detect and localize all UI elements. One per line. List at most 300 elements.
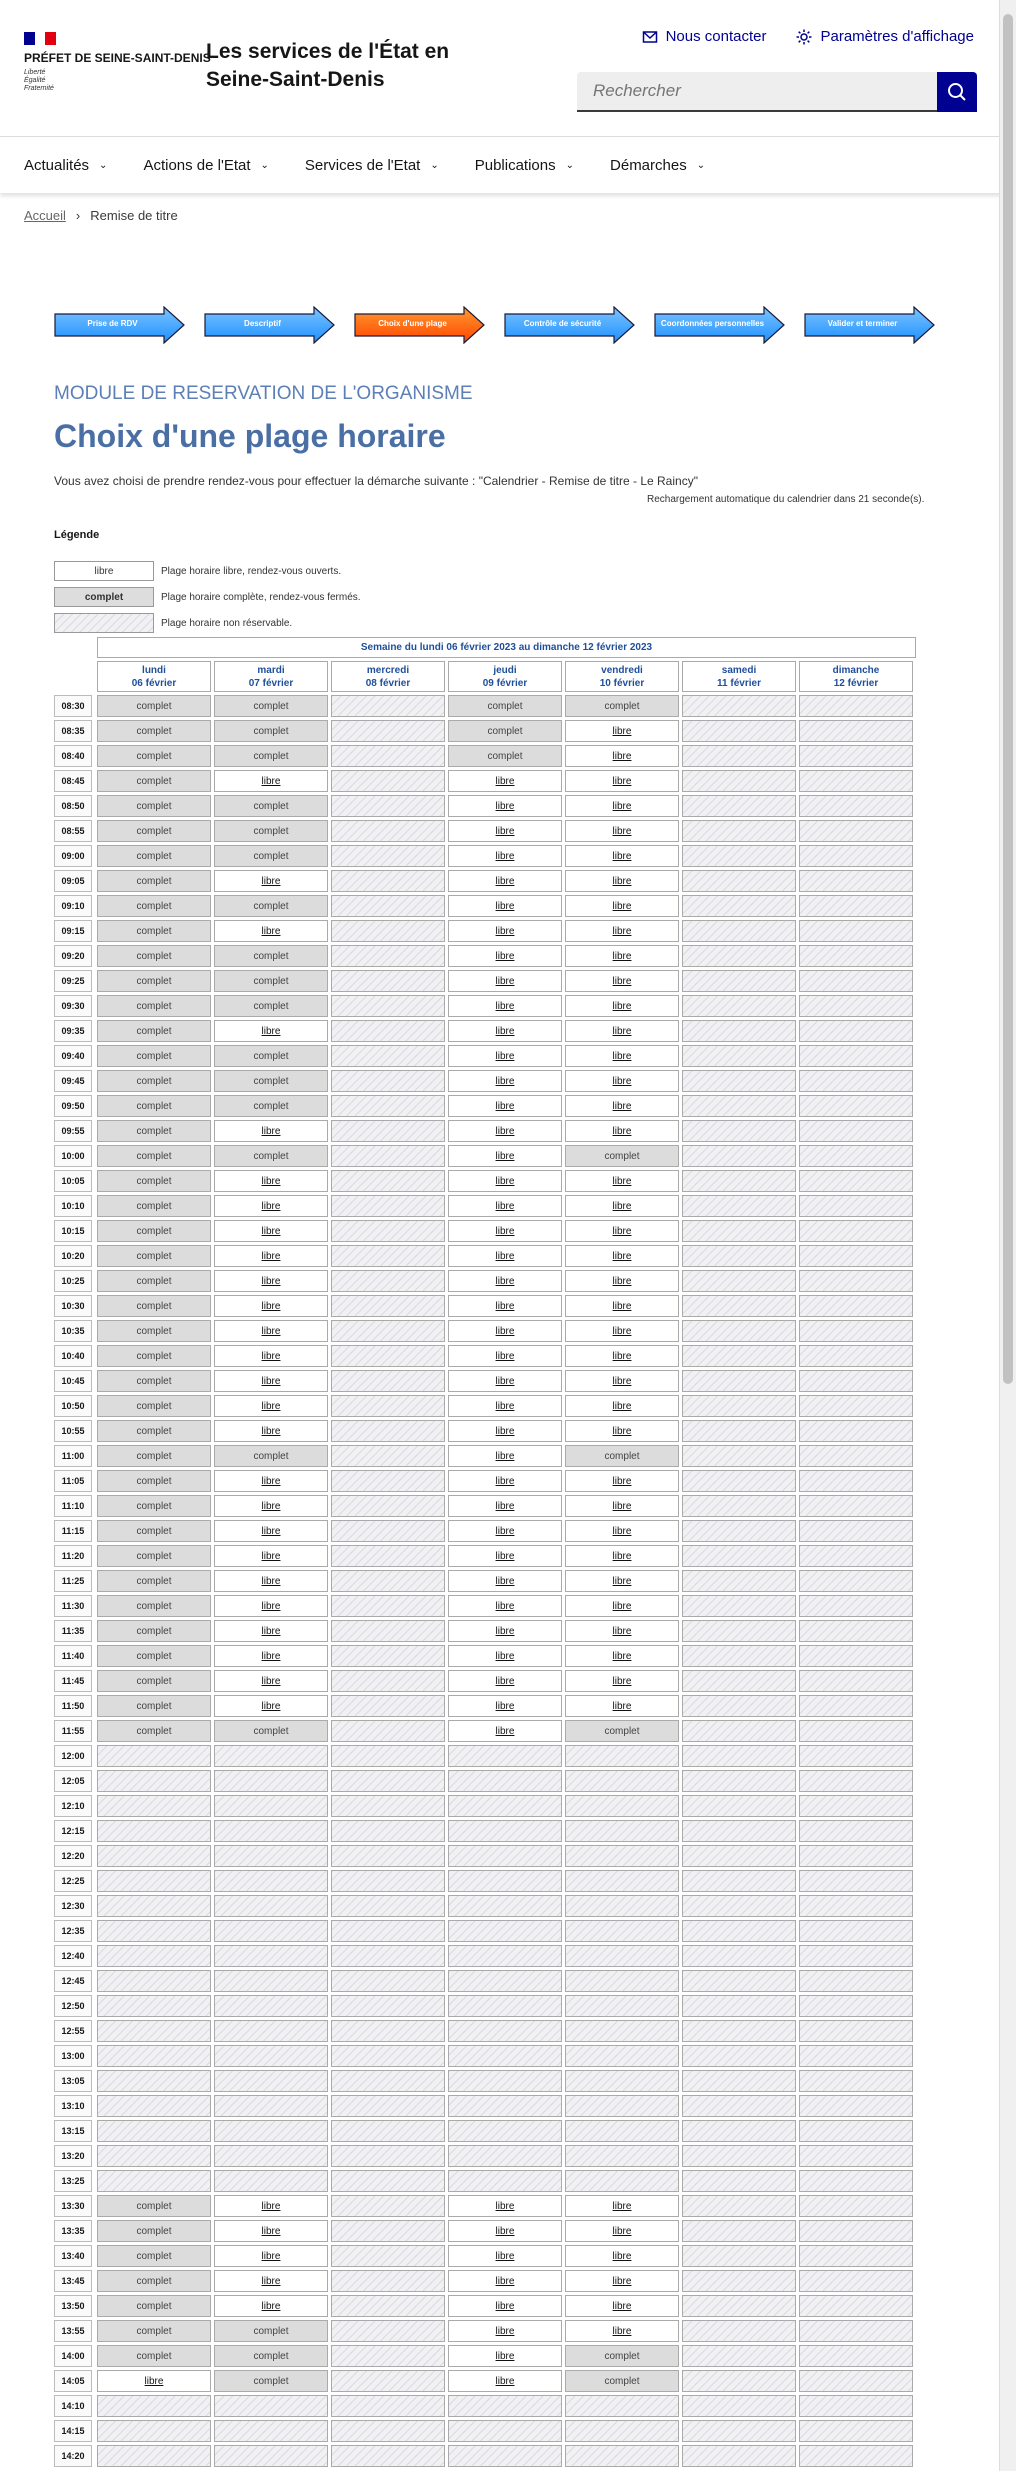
slot-unavailable bbox=[682, 1445, 796, 1467]
slot-complete: complet bbox=[565, 1145, 679, 1167]
slot-free-link[interactable]: libre bbox=[448, 1370, 562, 1392]
slot-free-link[interactable]: libre bbox=[565, 1695, 679, 1717]
time-label: 13:55 bbox=[54, 2320, 92, 2342]
slot-free-link[interactable]: libre bbox=[448, 1570, 562, 1592]
slot-complete: complet bbox=[97, 1470, 211, 1492]
slot-free-link[interactable]: libre bbox=[448, 1045, 562, 1067]
slot-unavailable bbox=[331, 1120, 445, 1142]
slot-unavailable bbox=[799, 1445, 913, 1467]
slot-unavailable bbox=[331, 1970, 445, 1992]
slot-free-link[interactable]: libre bbox=[448, 1220, 562, 1242]
slot-free-link[interactable]: libre bbox=[565, 1470, 679, 1492]
slot-free-link[interactable]: libre bbox=[214, 2220, 328, 2242]
slot-unavailable bbox=[682, 770, 796, 792]
slot-free-link[interactable]: libre bbox=[448, 1195, 562, 1217]
slot-unavailable bbox=[799, 1745, 913, 1767]
slot-free-link[interactable]: libre bbox=[565, 1595, 679, 1617]
slot-unavailable bbox=[331, 845, 445, 867]
slot-free-link[interactable]: libre bbox=[565, 1570, 679, 1592]
slot-unavailable bbox=[682, 820, 796, 842]
slot-free-link[interactable]: libre bbox=[448, 1295, 562, 1317]
slot-free-link[interactable]: libre bbox=[565, 1070, 679, 1092]
slot-free-link[interactable]: libre bbox=[565, 995, 679, 1017]
time-label: 11:35 bbox=[54, 1620, 92, 1642]
time-row bbox=[54, 1520, 916, 1542]
slot-unavailable bbox=[331, 2095, 445, 2117]
slot-unavailable bbox=[214, 1870, 328, 1892]
slot-unavailable bbox=[565, 1970, 679, 1992]
slot-complete: complet bbox=[97, 1320, 211, 1342]
slot-free-link[interactable]: libre bbox=[448, 820, 562, 842]
slot-unavailable bbox=[799, 2395, 913, 2417]
slot-unavailable bbox=[331, 1270, 445, 1292]
slot-free-link[interactable]: libre bbox=[565, 795, 679, 817]
time-label: 14:15 bbox=[54, 2420, 92, 2442]
slot-unavailable bbox=[799, 1070, 913, 1092]
slot-free-link[interactable]: libre bbox=[565, 1220, 679, 1242]
slot-unavailable bbox=[682, 1520, 796, 1542]
slot-unavailable bbox=[331, 1395, 445, 1417]
slot-unavailable bbox=[682, 1070, 796, 1092]
slot-unavailable bbox=[682, 1995, 796, 2017]
slot-unavailable bbox=[565, 2095, 679, 2117]
time-row bbox=[54, 995, 916, 1017]
slot-free-link[interactable]: libre bbox=[214, 1395, 328, 1417]
time-label: 09:25 bbox=[54, 970, 92, 992]
slot-free-link[interactable]: libre bbox=[214, 1195, 328, 1217]
time-row bbox=[54, 1720, 916, 1742]
slot-unavailable bbox=[799, 2095, 913, 2117]
slot-free-link[interactable]: libre bbox=[448, 2320, 562, 2342]
slot-free-link[interactable]: libre bbox=[448, 2195, 562, 2217]
slot-unavailable bbox=[331, 2395, 445, 2417]
slot-free-link[interactable]: libre bbox=[565, 1170, 679, 1192]
slot-free-link[interactable]: libre bbox=[214, 1270, 328, 1292]
slot-free-link[interactable]: libre bbox=[448, 1545, 562, 1567]
time-row bbox=[54, 1345, 916, 1367]
slot-unavailable bbox=[331, 2420, 445, 2442]
slot-unavailable bbox=[682, 895, 796, 917]
time-row bbox=[54, 1845, 916, 1867]
slot-unavailable bbox=[331, 2195, 445, 2217]
slot-free-link[interactable]: libre bbox=[448, 1070, 562, 1092]
slot-free-link[interactable]: libre bbox=[565, 1495, 679, 1517]
slot-free-link[interactable]: libre bbox=[214, 2295, 328, 2317]
slot-free-link[interactable]: libre bbox=[448, 1470, 562, 1492]
slot-unavailable bbox=[799, 2120, 913, 2142]
slot-free-link[interactable]: libre bbox=[448, 1670, 562, 1692]
slot-unavailable bbox=[682, 1170, 796, 1192]
slot-free-link[interactable]: libre bbox=[565, 1370, 679, 1392]
time-row bbox=[54, 1645, 916, 1667]
time-row bbox=[54, 1095, 916, 1117]
slot-free-link[interactable]: libre bbox=[565, 1520, 679, 1542]
slot-unavailable bbox=[331, 2295, 445, 2317]
slot-unavailable bbox=[97, 2020, 211, 2042]
slot-free-link[interactable]: libre bbox=[565, 1095, 679, 1117]
motto: Liberté Égalité Fraternité bbox=[24, 69, 54, 92]
slot-unavailable bbox=[799, 1270, 913, 1292]
slot-free-link[interactable]: libre bbox=[448, 2345, 562, 2367]
slot-unavailable bbox=[331, 1645, 445, 1667]
slot-free-link[interactable]: libre bbox=[214, 870, 328, 892]
time-label: 14:05 bbox=[54, 2370, 92, 2392]
slot-free-link[interactable]: libre bbox=[448, 1645, 562, 1667]
slot-free-link[interactable]: libre bbox=[448, 795, 562, 817]
step-label: Prise de RDV bbox=[87, 319, 138, 328]
slot-unavailable bbox=[331, 1995, 445, 2017]
slot-unavailable bbox=[799, 1995, 913, 2017]
time-row bbox=[54, 2395, 916, 2417]
slot-complete: complet bbox=[97, 2345, 211, 2367]
slot-unavailable bbox=[448, 1820, 562, 1842]
search-input[interactable] bbox=[577, 72, 937, 112]
time-label: 11:30 bbox=[54, 1595, 92, 1617]
time-label: 10:40 bbox=[54, 1345, 92, 1367]
slot-free-link[interactable]: libre bbox=[565, 895, 679, 917]
legend-full-swatch: complet bbox=[54, 587, 154, 607]
slot-complete: complet bbox=[97, 820, 211, 842]
slot-free-link[interactable]: libre bbox=[565, 1245, 679, 1267]
search-button[interactable] bbox=[937, 72, 977, 112]
nav-item-actualites[interactable]: Actualités ⌄ bbox=[24, 156, 108, 174]
slot-unavailable bbox=[97, 2170, 211, 2192]
slot-free-link[interactable]: libre bbox=[565, 1420, 679, 1442]
slot-unavailable bbox=[799, 995, 913, 1017]
slot-unavailable bbox=[799, 2345, 913, 2367]
slot-free-link[interactable]: libre bbox=[448, 1520, 562, 1542]
nav-item-demarches[interactable]: Démarches ⌄ bbox=[610, 156, 706, 174]
slot-free-link[interactable]: libre bbox=[214, 1545, 328, 1567]
calendar-rows bbox=[54, 695, 916, 2467]
slot-free-link[interactable]: libre bbox=[448, 1620, 562, 1642]
slot-free-link[interactable]: libre bbox=[448, 1445, 562, 1467]
slot-free-link[interactable]: libre bbox=[214, 1245, 328, 1267]
slot-unavailable bbox=[565, 1770, 679, 1792]
contact-link[interactable] bbox=[642, 28, 767, 45]
slot-free-link[interactable]: libre bbox=[448, 1320, 562, 1342]
slot-free-link[interactable]: libre bbox=[565, 2270, 679, 2292]
slot-free-link[interactable]: libre bbox=[214, 2195, 328, 2217]
slot-free-link[interactable]: libre bbox=[448, 1695, 562, 1717]
slot-complete: complet bbox=[97, 1545, 211, 1567]
time-label: 13:20 bbox=[54, 2145, 92, 2167]
time-row bbox=[54, 1820, 916, 1842]
step-label: Descriptif bbox=[244, 319, 281, 328]
slot-unavailable bbox=[331, 945, 445, 967]
slot-free-link[interactable]: libre bbox=[448, 995, 562, 1017]
slot-free-link[interactable]: libre bbox=[448, 2270, 562, 2292]
nav-item-publications[interactable]: Publications ⌄ bbox=[474, 156, 575, 174]
nav-item-services[interactable]: Services de l'Etat ⌄ bbox=[304, 156, 439, 174]
slot-unavailable bbox=[448, 1845, 562, 1867]
display-settings-link[interactable] bbox=[796, 28, 974, 45]
slot-unavailable bbox=[331, 2270, 445, 2292]
slot-free-link[interactable]: libre bbox=[214, 920, 328, 942]
slot-free-link[interactable]: libre bbox=[214, 1020, 328, 1042]
slot-unavailable bbox=[799, 1295, 913, 1317]
slot-free-link[interactable]: libre bbox=[565, 1345, 679, 1367]
slot-free-link[interactable]: libre bbox=[214, 2245, 328, 2267]
slot-free-link[interactable]: libre bbox=[448, 1095, 562, 1117]
slot-free-link[interactable]: libre bbox=[448, 1395, 562, 1417]
slot-free-link[interactable]: libre bbox=[565, 870, 679, 892]
slot-free-link[interactable]: libre bbox=[448, 1270, 562, 1292]
slot-free-link[interactable]: libre bbox=[214, 1570, 328, 1592]
slot-free-link[interactable]: libre bbox=[565, 1270, 679, 1292]
prefet-logo[interactable] bbox=[24, 32, 211, 93]
slot-unavailable bbox=[331, 1920, 445, 1942]
slot-complete: complet bbox=[97, 1570, 211, 1592]
slot-complete: complet bbox=[565, 1720, 679, 1742]
nav-item-actions[interactable]: Actions de l'Etat ⌄ bbox=[143, 156, 269, 174]
slot-unavailable bbox=[565, 1920, 679, 1942]
slot-free-link[interactable]: libre bbox=[448, 1495, 562, 1517]
slot-free-link[interactable]: libre bbox=[214, 1620, 328, 1642]
slot-complete: complet bbox=[214, 845, 328, 867]
slot-free-link[interactable]: libre bbox=[448, 1720, 562, 1742]
page-scrollbar[interactable] bbox=[999, 0, 1016, 2471]
slot-free-link[interactable]: libre bbox=[565, 1545, 679, 1567]
slot-free-link[interactable]: libre bbox=[214, 1470, 328, 1492]
slot-unavailable bbox=[331, 1345, 445, 1367]
slot-free-link[interactable]: libre bbox=[448, 895, 562, 917]
slot-free-link[interactable]: libre bbox=[448, 1170, 562, 1192]
slot-unavailable bbox=[331, 2345, 445, 2367]
slot-complete: complet bbox=[97, 1295, 211, 1317]
slot-unavailable bbox=[331, 1070, 445, 1092]
slot-complete: complet bbox=[97, 695, 211, 717]
slot-unavailable bbox=[799, 1870, 913, 1892]
slot-free-link[interactable]: libre bbox=[565, 1395, 679, 1417]
slot-complete: complet bbox=[97, 920, 211, 942]
slot-free-link[interactable]: libre bbox=[448, 2245, 562, 2267]
slot-unavailable bbox=[448, 2070, 562, 2092]
slot-unavailable bbox=[331, 820, 445, 842]
slot-unavailable bbox=[799, 695, 913, 717]
day-header: mardi 07 février bbox=[214, 661, 328, 692]
time-label: 11:55 bbox=[54, 1720, 92, 1742]
slot-free-link[interactable]: libre bbox=[565, 1020, 679, 1042]
slot-complete: complet bbox=[97, 1695, 211, 1717]
slot-unavailable bbox=[331, 1895, 445, 1917]
slot-free-link[interactable]: libre bbox=[565, 970, 679, 992]
slot-free-link[interactable]: libre bbox=[565, 1645, 679, 1667]
slot-free-link[interactable]: libre bbox=[448, 845, 562, 867]
time-row bbox=[54, 1870, 916, 1892]
slot-free-link[interactable]: libre bbox=[565, 1320, 679, 1342]
slot-unavailable bbox=[97, 2445, 211, 2467]
slot-unavailable bbox=[799, 2195, 913, 2217]
slot-complete: complet bbox=[97, 1520, 211, 1542]
slot-free-link[interactable]: libre bbox=[448, 1145, 562, 1167]
time-label: 11:20 bbox=[54, 1545, 92, 1567]
slot-unavailable bbox=[214, 2070, 328, 2092]
slot-free-link[interactable]: libre bbox=[214, 1520, 328, 1542]
reload-countdown: Rechargement automatique du calendrier dans 21 seconde(s). bbox=[647, 494, 925, 505]
slot-unavailable bbox=[682, 2120, 796, 2142]
legend-free-swatch: libre bbox=[54, 561, 154, 581]
time-row bbox=[54, 2145, 916, 2167]
slot-unavailable bbox=[682, 1020, 796, 1042]
slot-free-link[interactable]: libre bbox=[448, 1595, 562, 1617]
time-label: 08:55 bbox=[54, 820, 92, 842]
time-label: 09:20 bbox=[54, 945, 92, 967]
slot-free-link[interactable]: libre bbox=[565, 770, 679, 792]
slot-unavailable bbox=[331, 2320, 445, 2342]
time-label: 13:35 bbox=[54, 2220, 92, 2242]
slot-free-link[interactable]: libre bbox=[565, 2220, 679, 2242]
slot-complete: complet bbox=[97, 1245, 211, 1267]
breadcrumb bbox=[24, 208, 178, 223]
slot-unavailable bbox=[448, 2045, 562, 2067]
slot-free-link[interactable]: libre bbox=[214, 1320, 328, 1342]
slot-unavailable bbox=[214, 1845, 328, 1867]
slot-free-link[interactable]: libre bbox=[448, 1120, 562, 1142]
legend-na-swatch bbox=[54, 613, 154, 633]
slot-free-link[interactable]: libre bbox=[565, 845, 679, 867]
slot-free-link[interactable]: libre bbox=[565, 1620, 679, 1642]
day-header: dimanche 12 février bbox=[799, 661, 913, 692]
slot-unavailable bbox=[682, 1470, 796, 1492]
slot-unavailable bbox=[331, 1820, 445, 1842]
slot-unavailable bbox=[799, 1120, 913, 1142]
time-label: 14:20 bbox=[54, 2445, 92, 2467]
slot-unavailable bbox=[682, 2070, 796, 2092]
slot-free-link[interactable]: libre bbox=[448, 870, 562, 892]
slot-unavailable bbox=[799, 745, 913, 767]
slot-unavailable bbox=[97, 1920, 211, 1942]
slot-unavailable bbox=[682, 1495, 796, 1517]
slot-free-link[interactable]: libre bbox=[214, 1670, 328, 1692]
time-row bbox=[54, 820, 916, 842]
slot-free-link[interactable]: libre bbox=[565, 820, 679, 842]
slot-unavailable bbox=[448, 2420, 562, 2442]
slot-free-link[interactable]: libre bbox=[565, 945, 679, 967]
scrollbar-thumb[interactable] bbox=[1003, 14, 1013, 1384]
slot-free-link[interactable]: libre bbox=[448, 1345, 562, 1367]
slot-unavailable bbox=[97, 1745, 211, 1767]
slot-free-link[interactable]: libre bbox=[448, 1420, 562, 1442]
slot-unavailable bbox=[682, 1970, 796, 1992]
time-row bbox=[54, 1195, 916, 1217]
time-row bbox=[54, 795, 916, 817]
time-label: 09:05 bbox=[54, 870, 92, 892]
slot-free-link[interactable]: libre bbox=[214, 1295, 328, 1317]
slot-free-link[interactable]: libre bbox=[448, 2220, 562, 2242]
slot-unavailable bbox=[799, 1095, 913, 1117]
intro-text: Vous avez choisi de prendre rendez-vous pour effectuer la démarche suivante : "Calendrier - Remise de titre - Le Raincy" bbox=[54, 474, 698, 488]
time-row bbox=[54, 2195, 916, 2217]
slot-complete: complet bbox=[97, 1645, 211, 1667]
time-label: 10:25 bbox=[54, 1270, 92, 1292]
slot-free-link[interactable]: libre bbox=[214, 1370, 328, 1392]
slot-free-link[interactable]: libre bbox=[565, 1120, 679, 1142]
slot-free-link[interactable]: libre bbox=[214, 770, 328, 792]
time-label: 09:00 bbox=[54, 845, 92, 867]
slot-unavailable bbox=[448, 2170, 562, 2192]
slot-free-link[interactable]: libre bbox=[448, 970, 562, 992]
slot-unavailable bbox=[682, 1595, 796, 1617]
slot-free-link[interactable]: libre bbox=[97, 2370, 211, 2392]
slot-unavailable bbox=[448, 2395, 562, 2417]
slot-free-link[interactable]: libre bbox=[565, 720, 679, 742]
slot-free-link[interactable]: libre bbox=[565, 745, 679, 767]
slot-free-link[interactable]: libre bbox=[448, 770, 562, 792]
slot-unavailable bbox=[799, 1670, 913, 1692]
slot-free-link[interactable]: libre bbox=[565, 920, 679, 942]
slot-free-link[interactable]: libre bbox=[448, 2295, 562, 2317]
slot-free-link[interactable]: libre bbox=[565, 1195, 679, 1217]
slot-unavailable bbox=[331, 1320, 445, 1342]
slot-complete: complet bbox=[97, 970, 211, 992]
slot-unavailable bbox=[331, 1420, 445, 1442]
slot-free-link[interactable]: libre bbox=[565, 2195, 679, 2217]
slot-free-link[interactable]: libre bbox=[565, 1045, 679, 1067]
slot-free-link[interactable]: libre bbox=[565, 2320, 679, 2342]
slot-free-link[interactable]: libre bbox=[448, 1020, 562, 1042]
slot-free-link[interactable]: libre bbox=[214, 1345, 328, 1367]
slot-free-link[interactable]: libre bbox=[214, 1695, 328, 1717]
slot-unavailable bbox=[799, 795, 913, 817]
slot-free-link[interactable]: libre bbox=[448, 920, 562, 942]
slot-unavailable bbox=[331, 1020, 445, 1042]
slot-free-link[interactable]: libre bbox=[565, 2245, 679, 2267]
slot-unavailable bbox=[331, 2445, 445, 2467]
slot-free-link[interactable]: libre bbox=[214, 1595, 328, 1617]
time-row bbox=[54, 2420, 916, 2442]
slot-unavailable bbox=[682, 1145, 796, 1167]
slot-unavailable bbox=[214, 1745, 328, 1767]
slot-unavailable bbox=[331, 920, 445, 942]
slot-free-link[interactable]: libre bbox=[565, 2295, 679, 2317]
time-label: 09:15 bbox=[54, 920, 92, 942]
slot-free-link[interactable]: libre bbox=[565, 1295, 679, 1317]
step-4 bbox=[504, 306, 635, 344]
breadcrumb-home[interactable]: Accueil bbox=[24, 208, 66, 223]
slot-unavailable bbox=[799, 1470, 913, 1492]
slot-unavailable bbox=[214, 2020, 328, 2042]
slot-free-link[interactable]: libre bbox=[214, 1420, 328, 1442]
slot-free-link[interactable]: libre bbox=[214, 1495, 328, 1517]
slot-unavailable bbox=[331, 1695, 445, 1717]
slot-unavailable bbox=[799, 2295, 913, 2317]
slot-unavailable bbox=[799, 1920, 913, 1942]
slot-unavailable bbox=[448, 1895, 562, 1917]
slot-complete: complet bbox=[97, 945, 211, 967]
time-label: 10:45 bbox=[54, 1370, 92, 1392]
slot-unavailable bbox=[331, 1170, 445, 1192]
slot-free-link[interactable]: libre bbox=[448, 2370, 562, 2392]
slot-free-link[interactable]: libre bbox=[214, 2270, 328, 2292]
slot-free-link[interactable]: libre bbox=[565, 1670, 679, 1692]
site-title[interactable]: Les services de l'État en Seine-Saint-Denis bbox=[206, 40, 450, 91]
time-row bbox=[54, 1995, 916, 2017]
time-label: 10:00 bbox=[54, 1145, 92, 1167]
slot-free-link[interactable]: libre bbox=[214, 1120, 328, 1142]
slot-complete: complet bbox=[214, 895, 328, 917]
slot-unavailable bbox=[682, 2220, 796, 2242]
slot-unavailable bbox=[682, 2420, 796, 2442]
slot-free-link[interactable]: libre bbox=[214, 1645, 328, 1667]
slot-unavailable bbox=[565, 2120, 679, 2142]
slot-free-link[interactable]: libre bbox=[448, 1245, 562, 1267]
slot-free-link[interactable]: libre bbox=[214, 1170, 328, 1192]
slot-free-link[interactable]: libre bbox=[448, 945, 562, 967]
slot-free-link[interactable]: libre bbox=[214, 1220, 328, 1242]
time-label: 11:40 bbox=[54, 1645, 92, 1667]
chevron-down-icon: ⌄ bbox=[696, 159, 706, 171]
